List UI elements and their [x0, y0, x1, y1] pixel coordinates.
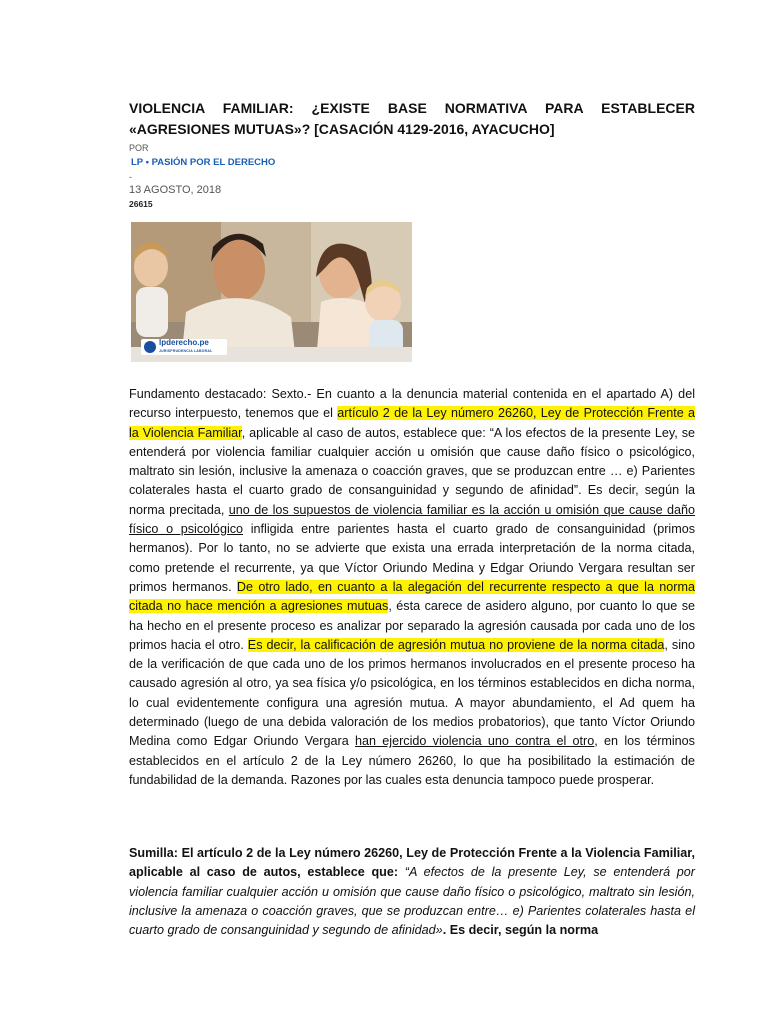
text-run: Fundamento destacado: Sexto.- En cuanto a la denuncia material contenida en el apartado A) del recurso interpuesto, tenemos que el [129, 387, 695, 421]
highlighted-text: Es decir, la calificación de agresión mutua no proviene de la norma citada [247, 637, 665, 652]
text-run: infligida entre parientes hasta el cuarto grado de consanguinidad (primos hermanos). Por lo tanto, no se advierte que exista una errada interpretación de la norma citada, como pretende el recurrente, ya que Víctor Oriundo Medina y Edgar Oriundo Vergara resultan ser primos hermanos. [129, 522, 696, 594]
logo-mark-icon [144, 341, 156, 353]
highlighted-text: artículo 2 de la Ley número 26260, Ley de Protección Frente a la Violencia Familiar [129, 406, 696, 440]
text-run: , aplicable al caso de autos, establece que: “A los efectos de la presente Ley, se entenderá por violencia familiar cualquier acción u omisión que cause daño físico o psicológico, maltrato sin lesión, inclusive la amenaza o coacción graves, que se produzcan entre … e) Parientes colaterales hasta el cuarto grado de consanguinidad y segundo de afinidad”. Es decir, según la norma precitada, [129, 425, 695, 517]
highlighted-text: De otro lado, en cuanto a la alegación del recurrente respecto a que la norma citada no hace mención a agresiones mutuas [129, 579, 695, 614]
paragraph-fundamento [129, 385, 695, 790]
byline-label: POR [129, 143, 149, 153]
text-run: Sumilla: El artículo 2 de la Ley número 26260, Ley de Protección Frente a la Violencia Familiar, aplicable al caso de autos, establece que: [129, 846, 695, 880]
underlined-text: uno de los supuestos de violencia familiar es la acción u omisión que cause daño físico o psicológico [129, 502, 695, 537]
publish-date: 13 AGOSTO, 2018 [129, 184, 222, 196]
text-run: , en los términos establecidos en el artículo 2 de la Ley número 26260, lo que ha posibilitado la estimación de fundabilidad de la demanda. Razones por las cuales esta denuncia tampoco puede prosperar. [129, 734, 695, 787]
logo-tagline: JURISPRUDENCIA LABORAL [159, 349, 213, 353]
text-run: . Es decir, según la norma [442, 923, 599, 938]
author-link[interactable]: LP • PASIÓN POR EL DERECHO [131, 157, 276, 168]
article-title: VIOLENCIA FAMILIAR: ¿EXISTE BASE NORMATIVA PARA ESTABLECER «AGRESIONES MUTUAS»? [CASACIÓN 4129-2016, AYACUCHO] [129, 100, 695, 137]
logo-name: lpderecho.pe [159, 338, 209, 347]
text-run: , ésta carece de asidero alguno, por cuanto lo que se ha hecho en el presente proceso es analizar por separado la agresión causada por cada uno de los primos hacia el otro. [129, 599, 695, 652]
view-count: 26615 [129, 199, 153, 209]
text-run: , sino de la verificación de que cada uno de los primos hermanos involucrados en el presente proceso ha causado agresión al otro, ya sea física y/o psicológica, en los términos establecidos en dicha norma, lo cual evidentemente configura una agresión mutua. A mayor abundamiento, el Ad quem ha determinado (luego de una debida valoración de los medios probatorios), que tanto Víctor Oriundo Medina como Edgar Oriundo Vergara [129, 637, 695, 749]
site-logo [141, 339, 227, 355]
italic-quote: “A efectos de la presente Ley, se entenderá por violencia familiar cualquier acción u omisión que cause daño físico o psicológico, maltrato sin lesión, inclusive la amenaza o coacción graves, que se produzcan entre… e) Parientes colaterales hasta el cuarto grado de consanguinidad y segundo de afinidad» [129, 865, 695, 938]
byline-separator: - [129, 172, 132, 182]
underlined-text: han ejercido violencia uno contra el otro [354, 734, 595, 749]
paragraph-sumilla [129, 844, 695, 940]
